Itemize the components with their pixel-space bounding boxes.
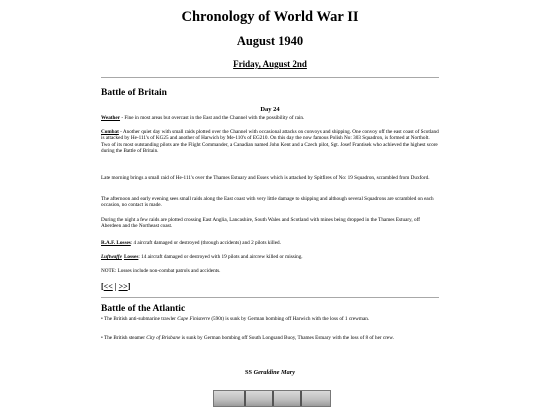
bullet-marker: •: [101, 335, 103, 341]
losses-note: NOTE: Losses include non-combat patrols and accidents.: [101, 268, 221, 274]
section-heading-battle-of-britain: Battle of Britain: [101, 88, 167, 98]
caption-prefix: SS: [244, 369, 254, 376]
list-item-text: The British steamer: [102, 335, 147, 341]
caption-ship-name: Geraldine Mary: [253, 369, 296, 376]
ship-photo: [213, 390, 331, 407]
raf-losses-paragraph: [101, 240, 439, 246]
photo-detail: [272, 391, 274, 406]
luftwaffe-losses-text: : 14 aircraft damaged or destroyed with 19 pilots and aircrew killed or missing.: [138, 254, 303, 260]
day-navigation: [101, 282, 130, 291]
photo-detail: [300, 391, 302, 406]
combat-label: Combat: [101, 129, 119, 135]
weather-text: - Fine in most areas but overcast in the East and the Channel with the possibility of rain.: [120, 115, 305, 121]
next-day-button[interactable]: >>: [118, 282, 128, 291]
divider: [101, 77, 439, 78]
nav-close-bracket: ]: [127, 282, 131, 291]
luftwaffe-losses-paragraph: [101, 254, 439, 260]
luftwaffe-losses-label: Losses: [123, 254, 139, 260]
raf-losses-text: : 4 aircraft damaged or destroyed (through accidents) and 2 pilots killed.: [130, 240, 281, 246]
weather-label: Weather: [101, 115, 121, 121]
page-title: Chronology of World War II: [181, 9, 359, 25]
ship-name: Cape Finisterre: [177, 316, 211, 322]
page-subtitle-month: August 1940: [236, 34, 304, 48]
weather-paragraph: [101, 115, 439, 121]
photo-caption: [101, 369, 439, 376]
combat-text: - Another quiet day with small raids plotted over the Channel with occasional attacks on convoys and shipping. One convoy off the east coast of Scotland is attacked by He-111's of KG25 and another of Harwich by Me-110's of EG210. On this day the now famous Polish No: 303 Squadron, is formed at Northolt. Two of its most outstanding pilots are the Flight Commander, a Canadian named John Kent and a Czech pilot, Sgt. Josef Frantisek who achieved the highest score during the Battle of Britain.: [101, 129, 439, 154]
afternoon-paragraph: The afternoon and early evening sees small raids along the East coast with very little damage to shipping and although several Squadrons are scrambled on each occasion, no contact is made.: [101, 196, 434, 209]
nav-separator: |: [112, 282, 119, 291]
list-item: [101, 335, 439, 341]
raf-losses-label: R.A.F. Losses: [101, 240, 131, 246]
list-item-text: The British anti-submarine trawler: [102, 316, 178, 322]
section-heading-battle-of-the-atlantic: Battle of the Atlantic: [101, 304, 186, 314]
list-item-text: (590t) is sunk by German bombing off Harwich with the loss of 1 crewman.: [210, 316, 370, 322]
luftwaffe-label: Luftwaffe: [101, 254, 122, 260]
day-date-heading: Friday, August 2nd: [233, 59, 307, 69]
divider: [101, 297, 439, 298]
previous-day-button[interactable]: <<: [103, 282, 113, 291]
day-number: Day 24: [260, 106, 280, 113]
night-paragraph: During the night a few raids are plotted crossing East Anglia, Lancashire, South Wales and Scotland with mines being dropped in the Thames Estuary, off Aberdeen and the Northeast coast.: [101, 217, 420, 230]
late-morning-paragraph: Late morning brings a small raid of He-111's over the Thames Estuary and Essex which is attacked by Spitfires of No: 19 Squadron, scrambled from Duxford.: [101, 175, 430, 181]
ship-name: City of Brisbane: [146, 335, 181, 341]
combat-paragraph: [101, 129, 439, 154]
list-item: [101, 316, 439, 322]
list-item-text: is sunk by German bombing off South Longsand Buoy, Thames Estuary with the loss of 8 of her crew.: [180, 335, 394, 341]
nav-open-bracket: [: [101, 282, 104, 291]
bullet-marker: •: [101, 316, 103, 322]
photo-detail: [244, 391, 246, 406]
